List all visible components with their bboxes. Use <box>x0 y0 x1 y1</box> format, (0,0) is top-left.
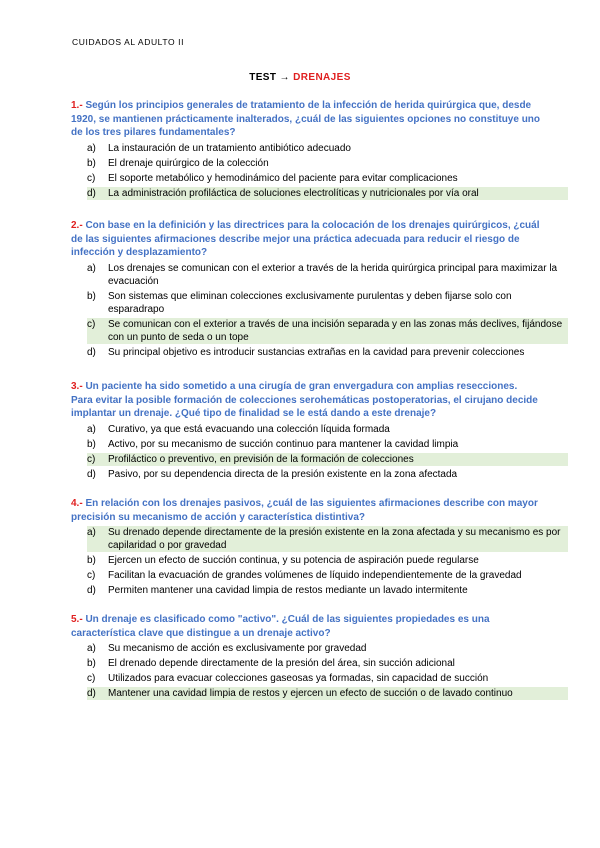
option-text: Su mecanismo de acción es exclusivamente por gravedad <box>108 643 367 654</box>
option-text: La administración profiláctica de soluciones electrolíticas y nutricionales por vía oral <box>87 187 568 200</box>
options-list <box>71 262 563 359</box>
option-text: Curativo, ya que está evacuando una colección líquida formada <box>108 423 390 435</box>
option-b <box>71 554 568 567</box>
question-body: Un paciente ha sido sometido a una cirugía de gran envergadura con amplias resecciones. Para evitar la posible formación de colecciones serohemáticas postoperatorias, el cirujano decide implantar un drenaje. ¿Qué tipo de finalidad se le está dando a este drenaje? <box>71 381 538 419</box>
option-b <box>71 157 568 170</box>
option-b <box>71 657 568 670</box>
option-a <box>71 262 568 288</box>
question-text <box>71 497 541 524</box>
question-2 <box>71 219 563 361</box>
option-text: Su principal objetivo es introducir sustancias extrañas en la cavidad para prevenir colecciones <box>108 346 525 358</box>
option-letter: d) <box>87 585 96 596</box>
option-letter: d) <box>87 187 96 199</box>
option-text: El drenado depende directamente de la presión del área, sin succión adicional <box>108 658 455 669</box>
option-letter: b) <box>87 157 96 169</box>
option-letter: b) <box>87 290 96 302</box>
option-text: Permiten mantener una cavidad limpia de restos mediante un lavado intermitente <box>108 585 468 596</box>
option-b <box>71 438 568 451</box>
option-d <box>71 346 568 359</box>
question-3 <box>71 380 541 483</box>
question-text <box>71 99 541 140</box>
option-letter: c) <box>87 318 96 330</box>
option-text: El soporte metabólico y hemodinámico del paciente para evitar complicaciones <box>108 172 458 184</box>
option-d <box>71 468 568 481</box>
title-prefix: TEST → <box>249 72 294 83</box>
option-text: Ejercen un efecto de succión continua, y su potencia de aspiración puede regularse <box>108 555 479 566</box>
option-letter: c) <box>87 673 96 684</box>
option-d-correct <box>71 687 568 700</box>
question-number: 4.- <box>71 498 83 509</box>
option-text: El drenaje quirúrgico de la colección <box>108 157 269 169</box>
option-d <box>71 584 568 597</box>
option-letter: c) <box>87 570 96 581</box>
options-list <box>71 423 541 481</box>
options-list <box>71 142 541 200</box>
option-a <box>71 423 568 436</box>
option-letter: d) <box>87 688 96 699</box>
option-c <box>71 172 568 185</box>
option-letter: d) <box>87 468 96 480</box>
question-text <box>71 613 541 640</box>
options-list <box>71 526 561 597</box>
option-text: Activo, por su mecanismo de succión continuo para mantener la cavidad limpia <box>108 438 459 450</box>
question-text <box>71 380 541 421</box>
question-number: 2.- <box>71 220 83 231</box>
option-text: Pasivo, por su dependencia directa de la presión existente en la zona afectada <box>108 468 458 480</box>
option-text: La instauración de un tratamiento antibiótico adecuado <box>108 142 351 154</box>
option-text: Se comunican con el exterior a través de una incisión separada y en las zonas más declives, fijándose con un punto de seda o un tope <box>87 318 568 344</box>
question-number: 3.- <box>71 381 83 392</box>
question-body: Según los principios generales de tratamiento de la infección de herida quirúrgica que, desde 1920, se mantienen prácticamente inalterados, ¿cuál de las siguientes opciones no constituye uno de los tres pilares fundamentales? <box>71 100 541 138</box>
option-text: Su drenado depende directamente de la presión existente en la zona afectada y su mecanismo es por capilaridad o por gravedad <box>87 526 568 552</box>
option-letter: a) <box>87 527 96 538</box>
option-text: Profiláctico o preventivo, en previsión de la formación de colecciones <box>87 453 568 466</box>
option-letter: b) <box>87 658 96 669</box>
question-1 <box>71 99 541 202</box>
option-d-correct <box>71 187 568 200</box>
question-number: 1.- <box>71 100 83 111</box>
option-letter: c) <box>87 453 96 465</box>
option-a <box>71 642 568 655</box>
question-4 <box>71 497 561 599</box>
option-letter: a) <box>87 423 96 435</box>
question-5 <box>71 613 541 702</box>
option-letter: a) <box>87 142 96 154</box>
question-body: En relación con los drenajes pasivos, ¿cuál de las siguientes afirmaciones describe con mayor precisión su mecanismo de acción y característica distintiva? <box>71 498 538 523</box>
option-letter: c) <box>87 172 96 184</box>
option-a-correct <box>71 526 568 552</box>
title-accent: DRENAJES <box>293 72 351 83</box>
test-title <box>0 72 600 83</box>
option-letter: b) <box>87 438 96 450</box>
options-list <box>71 642 541 700</box>
option-text: Utilizados para evacuar colecciones gaseosas ya formadas, sin capacidad de succión <box>108 673 489 684</box>
question-number: 5.- <box>71 614 83 625</box>
option-b <box>71 290 568 316</box>
question-body: Con base en la definición y las directrices para la colocación de los drenajes quirúrgicos, ¿cuál de las siguientes afirmaciones describe mejor una práctica adecuada para reducir el riesgo de infección y desplazamiento? <box>71 220 540 258</box>
option-c-correct <box>71 453 568 466</box>
option-c <box>71 569 568 582</box>
option-text: Son sistemas que eliminan colecciones exclusivamente purulentas y deben fijarse solo con esparadrapo <box>108 290 512 315</box>
option-text: Mantener una cavidad limpia de restos y ejercen un efecto de succión o de lavado continuo <box>87 687 568 700</box>
option-c <box>71 672 568 685</box>
option-c-correct <box>71 318 568 344</box>
option-a <box>71 142 568 155</box>
question-body: Un drenaje es clasificado como "activo". ¿Cuál de las siguientes propiedades es una característica clave que distingue a un drenaje activo? <box>71 614 490 639</box>
option-letter: b) <box>87 555 96 566</box>
option-letter: a) <box>87 262 96 274</box>
question-text <box>71 219 541 260</box>
document-header: CUIDADOS AL ADULTO II <box>72 37 185 47</box>
option-letter: d) <box>87 346 96 358</box>
option-text: Facilitan la evacuación de grandes volúmenes de líquido independientemente de la gravedad <box>108 570 522 581</box>
option-letter: a) <box>87 643 96 654</box>
option-text: Los drenajes se comunican con el exterior a través de la herida quirúrgica principal para maximizar la evacuación <box>108 262 558 287</box>
